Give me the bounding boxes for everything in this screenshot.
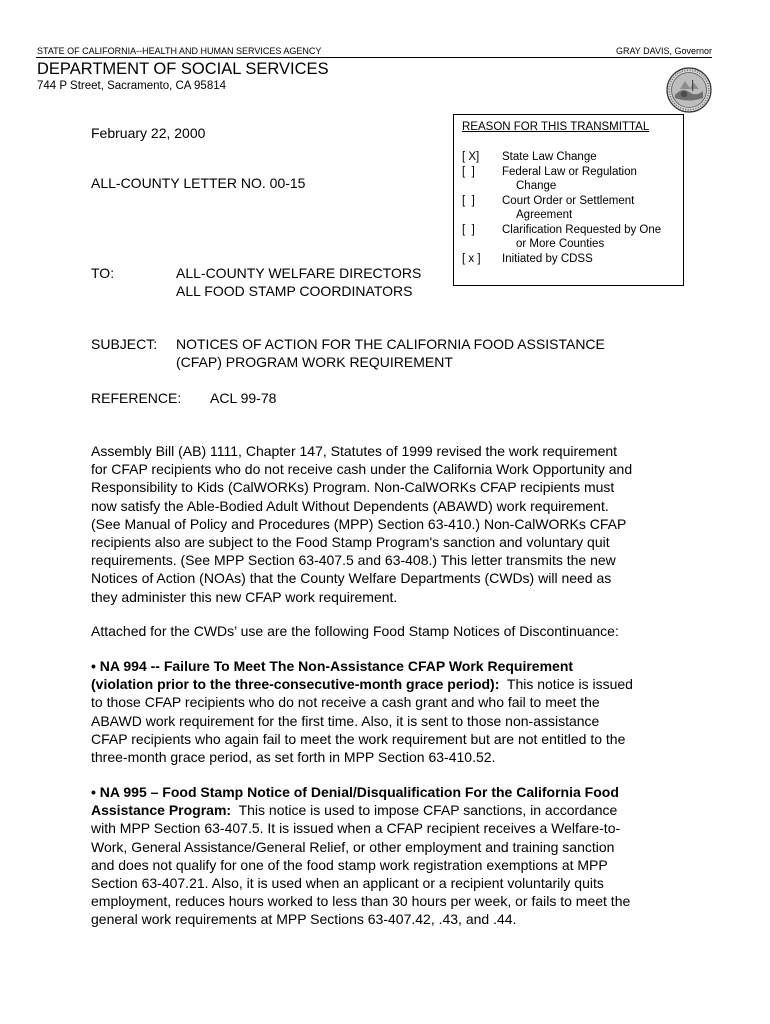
reason-checkbox: [ ] (462, 223, 475, 236)
reason-item-label: Federal Law or Regulation (502, 165, 637, 178)
department-name: DEPARTMENT OF SOCIAL SERVICES (37, 60, 329, 78)
paragraph-line: for CFAP recipients who do not receive cash under the California Work Opportunity and (91, 461, 633, 478)
department-address: 744 P Street, Sacramento, CA 95814 (37, 80, 227, 92)
subject-text (176, 335, 666, 371)
notice-text: This notice is used to impose CFAP sanctions, in accordance (231, 802, 618, 819)
reason-item-label-cont: or More Counties (516, 238, 605, 250)
notice-text: This notice is issued (499, 676, 633, 693)
reference-label: REFERENCE: (91, 390, 182, 406)
recipient-list (176, 264, 421, 300)
subject-line: NOTICES OF ACTION FOR THE CALIFORNIA FOOD ASSISTANCE (176, 336, 605, 352)
agency-header: STATE OF CALIFORNIA--HEALTH AND HUMAN SERVICES AGENCY (37, 46, 322, 56)
header-divider (36, 57, 712, 58)
reason-for-transmittal-box (453, 114, 684, 286)
reason-list (462, 150, 682, 266)
notice-item-na995 (91, 783, 691, 929)
reason-item (462, 150, 682, 165)
paragraph-line: Assembly Bill (AB) 1111, Chapter 147, Statutes of 1999 revised the work requirement (91, 443, 618, 459)
governor-header: GRAY DAVIS, Governor (615, 46, 712, 56)
notice-line: CFAP recipients who again fail to meet the work requirement but are not entitled to the (91, 730, 626, 747)
reason-item-label: Clarification Requested by One (502, 223, 662, 236)
reason-item-label-cont: Agreement (516, 209, 573, 221)
paragraph-line: requirements. (See MPP Section 63-407.5 and 63-408.) This letter transmits the new (91, 552, 616, 569)
reason-box-title: REASON FOR THIS TRANSMITTAL (462, 121, 650, 133)
state-seal-icon (666, 67, 712, 113)
letter-number: ALL-COUNTY LETTER NO. 00-15 (91, 175, 306, 191)
reason-item-label: Court Order or Settlement (502, 194, 635, 207)
notice-line: and does not qualify for one of the food stamp work registration exemptions at MPP (91, 856, 608, 873)
notice-title-cont: Assistance Program: (91, 802, 232, 819)
paragraph-line: they administer this new CFAP work requirement. (91, 588, 398, 605)
notice-line: general work requirements at MPP Sections 63-407.42, .43, and .44. (91, 911, 517, 928)
reference-value: ACL 99-78 (210, 390, 277, 406)
notice-title: • NA 995 – Food Stamp Notice of Denial/Disqualification For the California Food (91, 784, 619, 800)
subject-label: SUBJECT: (91, 336, 158, 352)
notice-title-cont: (violation prior to the three-consecutive-month grace period): (91, 676, 500, 693)
reason-item (462, 223, 682, 252)
paragraph-line: Responsibility to Kids (CalWORKs) Program. Non-CalWORKs CFAP recipients must (91, 479, 615, 496)
reason-checkbox: [ x ] (462, 252, 481, 265)
reason-item (462, 194, 682, 223)
notice-line: Section 63-407.21. Also, it is used when an applicant or a recipient voluntarily quits (91, 875, 604, 892)
notice-line: with MPP Section 63-407.5. It is issued when a CFAP recipient receives a Welfare-to- (91, 820, 621, 837)
reason-item (462, 252, 682, 267)
notice-line: employment, reduces hours worked to less than 30 hours per week, or fails to meet the (91, 893, 631, 910)
paragraph-line: (See Manual of Policy and Procedures (MPP) Section 63-410.) Non-CalWORKs CFAP (91, 515, 627, 532)
intro-paragraph (91, 442, 691, 606)
paragraph-line: recipients also are subject to the Food Stamp Program's sanction and voluntary quit (91, 534, 610, 551)
reason-checkbox: [ ] (462, 165, 475, 178)
recipient-line: ALL-COUNTY WELFARE DIRECTORS (176, 265, 422, 281)
subject-line: (CFAP) PROGRAM WORK REQUIREMENT (176, 354, 453, 371)
notice-title: • NA 994 -- Failure To Meet The Non-Assistance CFAP Work Requirement (91, 658, 574, 674)
paragraph-line: Notices of Action (NOAs) that the County Welfare Departments (CWDs) will need as (91, 570, 612, 587)
letter-date: February 22, 2000 (91, 125, 206, 141)
reason-item (462, 165, 682, 194)
attachments-intro: Attached for the CWDs’ use are the following Food Stamp Notices of Discontinuance: (91, 623, 619, 639)
reason-item-label: State Law Change (502, 151, 597, 163)
reason-checkbox: [ ] (462, 194, 475, 207)
to-label: TO: (91, 265, 115, 281)
notice-line: Work, General Assistance/General Relief, or other employment and training sanction (91, 838, 615, 855)
reason-checkbox: [ X] (462, 151, 480, 163)
recipient-line: ALL FOOD STAMP COORDINATORS (176, 283, 413, 300)
notice-line: three-month grace period, as set forth in MPP Section 63-410.52. (91, 749, 496, 766)
reason-item-label-cont: Change (516, 180, 557, 192)
reason-item-label: Initiated by CDSS (502, 252, 593, 265)
notice-item-na994 (91, 657, 691, 766)
notice-line: to those CFAP recipients who do not receive a cash grant and who fail to meet the (91, 694, 600, 711)
notice-line: ABAWD work requirement for the first time. Also, it is sent to those non-assistance (91, 712, 600, 729)
paragraph-line: now satisfy the Able-Bodied Adult Without Dependents (ABAWD) work requirement. (91, 497, 609, 514)
